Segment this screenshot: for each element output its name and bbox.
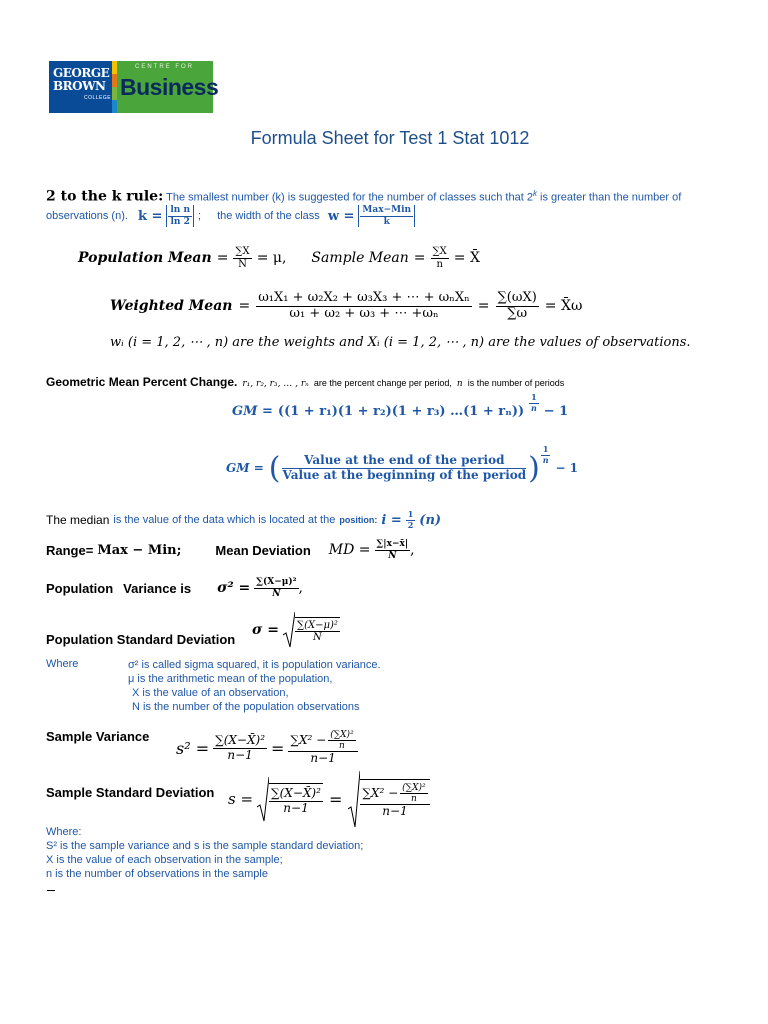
md-lhs: MD = bbox=[328, 542, 371, 558]
pop-sd-den: N bbox=[313, 632, 322, 643]
logo-college: COLLEGE bbox=[84, 95, 112, 101]
two-k-observations: observations (n). bbox=[46, 210, 128, 222]
sv-eq: = bbox=[271, 738, 285, 758]
weighted-mean-note: wᵢ (i = 1, 2, ⋯ , n) are the weights and Xᵢ (i = 1, 2, ⋯ , n) are the values of observations. bbox=[110, 335, 691, 350]
pop-var-tail: , bbox=[298, 580, 303, 596]
gm-formula-1 bbox=[232, 392, 569, 426]
population-mean-fraction bbox=[233, 246, 251, 270]
sample-mean-den: n bbox=[436, 258, 443, 270]
mean-deviation-label: Mean Deviation bbox=[215, 542, 311, 558]
weighted-mean-num2: ∑(ωX) bbox=[497, 289, 537, 305]
w-denominator: k bbox=[383, 216, 390, 227]
k-fraction bbox=[166, 205, 194, 227]
width-text: the width of the class bbox=[217, 210, 320, 222]
logo-george: GEORGE bbox=[53, 66, 110, 80]
two-k-text: The smallest number (k) is suggested for the number of classes such that 2 bbox=[166, 191, 533, 204]
ssd-den2: n−1 bbox=[382, 804, 408, 819]
pop-sd-num: ∑(X−μ)² bbox=[296, 619, 338, 631]
median-position: position: bbox=[339, 515, 378, 525]
gm-formula-2: GM = ( $\frac{\text{Value at the end of the period}}{\text{Value at the beginning of the period}}$ ) $\frac{1}{n}$ − 1 bbox=[226, 444, 579, 486]
pop-sd-radical bbox=[283, 611, 295, 649]
pop-var-label2-wrap bbox=[123, 581, 191, 596]
ssd-num1: ∑(X−X̄)² bbox=[271, 785, 321, 800]
gm1-exp-den: n bbox=[531, 402, 537, 413]
gm1-tail: − 1 bbox=[543, 403, 569, 419]
w-numerator: Max−Min bbox=[362, 205, 412, 216]
logo-right-panel bbox=[117, 61, 219, 113]
sv-den1: n−1 bbox=[227, 747, 253, 762]
gm1-exponent bbox=[529, 393, 539, 412]
k-numerator: ln n bbox=[170, 205, 191, 216]
sv-inner-fraction bbox=[328, 730, 355, 752]
sample-mean-tail: = X̄ bbox=[453, 250, 480, 266]
population-mean-tail: = μ, bbox=[256, 250, 287, 266]
college-logo bbox=[49, 61, 219, 113]
population-mean-num: ∑X bbox=[235, 246, 250, 257]
sample-mean-label: Sample Mean bbox=[311, 250, 409, 266]
k-denominator: ln 2 bbox=[170, 216, 190, 227]
gm2-fraction bbox=[282, 454, 526, 483]
two-k-text2: is greater than the number of bbox=[540, 191, 682, 204]
range-label: Range= bbox=[46, 542, 94, 558]
where2-list bbox=[46, 825, 363, 881]
weighted-mean-den2: ∑ω bbox=[507, 305, 528, 321]
median-line bbox=[46, 506, 441, 534]
gm1-exp-num: 1 bbox=[531, 392, 537, 403]
sv-inner-num: (∑X)² bbox=[330, 729, 354, 740]
page-title: Formula Sheet for Test 1 Stat 1012 bbox=[250, 128, 530, 148]
gm2-den: Value at the beginning of the period bbox=[282, 467, 527, 482]
where2-label: Where: bbox=[46, 826, 82, 838]
where2-line: X is the value of each observation in the sample; bbox=[46, 854, 283, 866]
median-eq: i = bbox=[381, 512, 402, 528]
gm2-exponent bbox=[541, 445, 551, 464]
where1-label: Where bbox=[46, 658, 79, 670]
ssd-fraction1 bbox=[269, 783, 323, 816]
sv-num2a: ∑X² − bbox=[290, 732, 327, 747]
two-k-sup: k bbox=[532, 189, 537, 198]
ssd-eq: = bbox=[328, 789, 343, 809]
trailing-dash bbox=[47, 890, 55, 891]
gm2-exp-num: 1 bbox=[542, 444, 549, 455]
geometric-mean-header bbox=[46, 375, 564, 389]
pop-var-label2: Variance is bbox=[123, 580, 192, 596]
where1-line: X is the value of an observation, bbox=[132, 687, 289, 699]
ssd-inner-num: (∑X)² bbox=[402, 782, 426, 793]
gm2-tail: − 1 bbox=[555, 461, 579, 475]
logo-george-brown bbox=[53, 67, 109, 93]
md-den: N bbox=[388, 550, 397, 561]
logo-brown: BROWN bbox=[53, 79, 106, 93]
weighted-mean-den: ω₁ + ω₂ + ω₃ + ⋯ +ωₙ bbox=[289, 305, 439, 321]
gm2-lhs: GM = bbox=[226, 461, 264, 475]
md-tail: , bbox=[410, 542, 415, 558]
logo-business: Business bbox=[120, 74, 219, 100]
where2-line: S² is the sample variance and s is the sample standard deviation; bbox=[46, 840, 364, 852]
geometric-mean-text2: is the number of periods bbox=[467, 378, 565, 388]
ssd-lhs: s = bbox=[228, 790, 254, 808]
k-equals: k = bbox=[137, 208, 163, 224]
gm2-num: Value at the end of the period bbox=[282, 454, 526, 469]
ssd-inner-fraction bbox=[400, 783, 427, 805]
sample-sd-label: Sample Standard Deviation bbox=[46, 785, 215, 800]
sample-sd-formula bbox=[228, 766, 430, 832]
logo-left-panel bbox=[49, 61, 112, 113]
pop-var-num: ∑(X−μ)² bbox=[256, 577, 297, 588]
gm1-body: ((1 + r₁)(1 + r₂)(1 + r₃) …(1 + rₙ)) bbox=[277, 403, 525, 419]
two-k-label: 2 to the k rule: bbox=[46, 188, 164, 205]
median-lead: The median bbox=[46, 513, 110, 527]
weighted-mean-fraction bbox=[256, 291, 472, 322]
population-variance-line bbox=[46, 574, 303, 602]
population-mean-den: N bbox=[238, 258, 247, 270]
weighted-mean-fraction2 bbox=[496, 291, 539, 322]
median-fraction bbox=[406, 510, 416, 529]
pop-var-label: Population bbox=[46, 580, 114, 596]
sample-mean-fraction bbox=[431, 246, 449, 270]
w-fraction bbox=[358, 205, 415, 227]
population-mean-label: Population Mean bbox=[78, 250, 212, 266]
median-den: 2 bbox=[407, 519, 414, 530]
means-line: Population Mean = $\frac{\sum X}{N}$ = μ, Sample Mean = $\frac{\sum X}{n}$ = X̄ bbox=[78, 246, 480, 270]
where2-line: n is the number of observations in the sample bbox=[46, 868, 268, 880]
weighted-mean-line: Weighted Mean = $\frac{\text{ω₁X₁ + ω₂X₂ + ω₃X₃ + ⋯ + ωₙXₙ}}{\text{ω₁ + ω₂ + ω₃ + ⋯ +ωₙ}}$ = $\frac{\sum(\omega X)}{\sum\omega}$ = X̄ω bbox=[110, 289, 583, 321]
sample-mean-num: ∑X bbox=[432, 246, 447, 257]
sv-lhs: s² = bbox=[176, 738, 210, 758]
md-num: ∑|x−x̄| bbox=[376, 539, 409, 550]
geometric-mean-vars: r₁, r₂, r₃, … , rₙ bbox=[242, 379, 309, 389]
sv-fraction1 bbox=[213, 734, 267, 763]
geometric-mean-n: n bbox=[456, 379, 463, 389]
weighted-mean-tail: = X̄ω bbox=[544, 298, 583, 314]
geometric-mean-label: Geometric Mean Percent Change. bbox=[46, 375, 238, 389]
md-fraction bbox=[375, 539, 411, 561]
two-k-formulas bbox=[46, 202, 415, 230]
where1-line: N is the number of the population observations bbox=[132, 701, 360, 713]
pop-sd-lhs: σ = bbox=[252, 622, 279, 638]
median-tail: (n) bbox=[419, 512, 442, 528]
median-text: is the value of the data which is located at the bbox=[113, 514, 336, 526]
ssd-inner-den: n bbox=[410, 794, 417, 805]
where1-list bbox=[128, 658, 381, 714]
sv-fraction2 bbox=[288, 730, 357, 766]
median-num: 1 bbox=[407, 509, 414, 520]
ssd-num2a: ∑X² − bbox=[362, 785, 399, 800]
ssd-fraction2 bbox=[360, 779, 429, 819]
where1-line: σ² is called sigma squared, it is population variance. bbox=[128, 659, 381, 671]
weighted-mean-num: ω₁X₁ + ω₂X₂ + ω₃X₃ + ⋯ + ωₙXₙ bbox=[258, 289, 470, 305]
sv-num1: ∑(X−X̄)² bbox=[215, 732, 266, 747]
pop-sd-fraction bbox=[295, 617, 340, 644]
weighted-mean-label: Weighted Mean bbox=[110, 298, 233, 314]
where1-line: μ is the arithmetic mean of the population, bbox=[128, 673, 333, 685]
range-line bbox=[46, 536, 415, 564]
w-equals: w = bbox=[327, 208, 355, 224]
gm2-exp-den: n bbox=[542, 454, 549, 465]
sv-den2: n−1 bbox=[310, 751, 336, 766]
pop-sd-formula bbox=[252, 610, 340, 650]
k-separator: ; bbox=[198, 210, 202, 222]
logo-centre-for: CENTRE FOR bbox=[135, 64, 194, 70]
sv-inner-den: n bbox=[339, 741, 345, 752]
sample-variance-label: Sample Variance bbox=[46, 729, 150, 744]
pop-var-fraction bbox=[254, 577, 298, 599]
ssd-radical2 bbox=[348, 769, 360, 829]
ssd-radical1 bbox=[257, 775, 269, 823]
range-formula: Max − Min; bbox=[97, 542, 182, 558]
pop-var-lhs: σ² = bbox=[217, 580, 251, 596]
pop-var-den: N bbox=[272, 588, 281, 599]
geometric-mean-text1: are the percent change per period, bbox=[313, 378, 452, 388]
gm1-lhs: GM = bbox=[232, 403, 273, 419]
pop-sd-label: Population Standard Deviation bbox=[46, 632, 236, 647]
ssd-den1: n−1 bbox=[283, 800, 309, 815]
